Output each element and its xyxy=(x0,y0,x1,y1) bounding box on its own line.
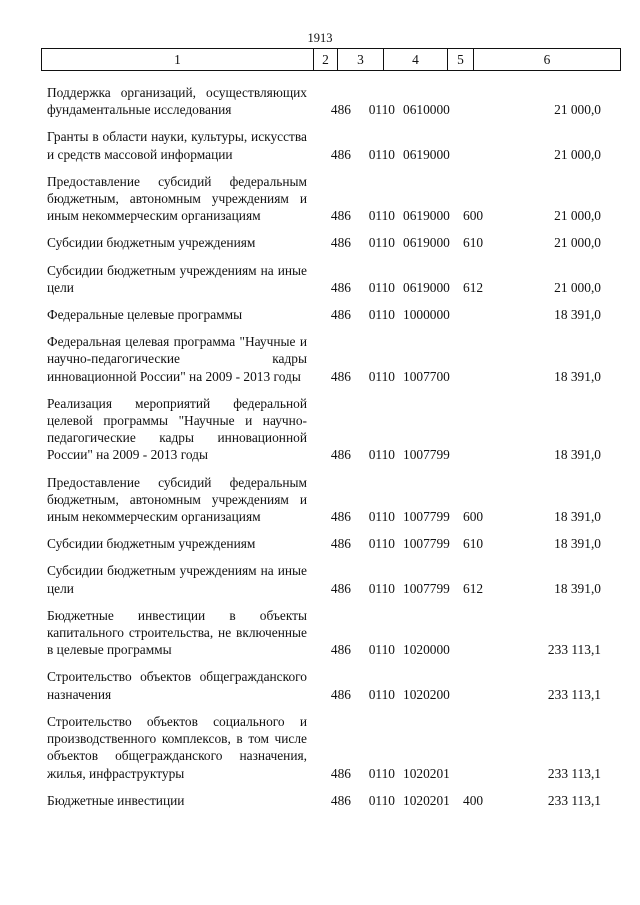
row-grbs-code: 486 xyxy=(330,279,351,295)
row-name: Субсидии бюджетным учреждениям xyxy=(47,235,256,251)
row-expense-type: 612 xyxy=(463,279,484,295)
header-col-4: 4 xyxy=(384,49,448,70)
row-expense-type: 610 xyxy=(463,235,484,251)
row-section-code: 0110 xyxy=(368,368,395,384)
row-section-code: 0110 xyxy=(368,102,395,118)
row-grbs-code: 486 xyxy=(330,686,351,702)
row-target-code: 1020200 xyxy=(403,686,450,702)
row-name: Федеральная целевая программа "Научные и научно-педагогические кадры инновационной России" на 2009 - 2013 годы xyxy=(47,334,307,384)
table-row xyxy=(47,234,607,251)
row-section-code: 0110 xyxy=(368,208,395,224)
row-name: Бюджетные инвестиции xyxy=(47,792,185,808)
table-row xyxy=(47,668,607,702)
table-row xyxy=(47,562,607,596)
row-grbs-code: 486 xyxy=(330,307,351,323)
row-section-code: 0110 xyxy=(368,642,395,658)
table-row xyxy=(47,792,607,809)
row-grbs-code: 486 xyxy=(330,235,351,251)
row-name: Субсидии бюджетным учреждениям xyxy=(47,536,256,552)
row-section-code: 0110 xyxy=(368,580,395,596)
row-target-code: 1020201 xyxy=(403,765,450,781)
row-name: Предоставление субсидий федеральным бюджетным, автономным учреждениям и иным некоммерческим организациям xyxy=(47,474,307,525)
row-grbs-code: 486 xyxy=(330,146,351,162)
row-target-code: 0619000 xyxy=(403,235,450,251)
row-expense-type: 610 xyxy=(463,536,484,552)
row-grbs-code: 486 xyxy=(330,580,351,596)
header-col-1: 1 xyxy=(42,49,314,70)
row-name: Предоставление субсидий федеральным бюджетным, автономным учреждениям и иным некоммерческим организациям xyxy=(47,173,307,224)
row-target-code: 1000000 xyxy=(403,307,450,323)
table-row xyxy=(47,262,607,296)
row-section-code: 0110 xyxy=(368,765,395,781)
row-amount: 18 391,0 xyxy=(554,509,601,525)
row-section-code: 0110 xyxy=(368,307,395,323)
row-amount: 18 391,0 xyxy=(554,536,601,552)
table-body xyxy=(47,84,607,819)
row-name: Федеральные целевые программы xyxy=(47,307,243,323)
row-target-code: 1007700 xyxy=(403,368,450,384)
row-grbs-code: 486 xyxy=(330,536,351,552)
row-amount: 21 000,0 xyxy=(554,279,601,295)
row-section-code: 0110 xyxy=(368,792,395,808)
row-target-code: 1020000 xyxy=(403,642,450,658)
row-target-code: 1007799 xyxy=(403,580,450,596)
row-name: Строительство объектов социального и производственного комплексов, в том числе объектов общегражданского назначения, жилья, инфраструктуры xyxy=(47,713,307,781)
row-expense-type: 612 xyxy=(463,580,484,596)
page-number: 1913 xyxy=(307,31,333,45)
header-col-3: 3 xyxy=(338,49,384,70)
row-amount: 21 000,0 xyxy=(554,235,601,251)
row-amount: 21 000,0 xyxy=(554,208,601,224)
header-col-6: 6 xyxy=(543,52,551,67)
row-target-code: 1007799 xyxy=(403,509,450,525)
row-grbs-code: 486 xyxy=(330,208,351,224)
row-grbs-code: 486 xyxy=(330,368,351,384)
row-name: Поддержка организаций, осуществляющих фундаментальные исследования xyxy=(47,85,307,118)
table-row xyxy=(47,173,607,225)
row-grbs-code: 486 xyxy=(330,102,351,118)
table-row xyxy=(47,713,607,782)
table-row xyxy=(47,84,607,118)
row-section-code: 0110 xyxy=(368,509,395,525)
row-amount: 233 113,1 xyxy=(547,686,601,702)
table-header xyxy=(41,48,621,71)
row-section-code: 0110 xyxy=(368,279,395,295)
table-row xyxy=(47,474,607,526)
row-target-code: 0619000 xyxy=(403,146,450,162)
row-name: Субсидии бюджетным учреждениям на иные цели xyxy=(47,563,307,596)
row-section-code: 0110 xyxy=(368,447,395,463)
row-grbs-code: 486 xyxy=(330,447,351,463)
row-amount: 21 000,0 xyxy=(554,146,601,162)
row-name: Бюджетные инвестиции в объекты капитального строительства, не включенные в целевые программы xyxy=(47,607,307,658)
table-row xyxy=(47,128,607,162)
row-amount: 233 113,1 xyxy=(547,765,601,781)
row-section-code: 0110 xyxy=(368,536,395,552)
row-name: Субсидии бюджетным учреждениям на иные цели xyxy=(47,262,307,295)
row-amount: 21 000,0 xyxy=(554,102,601,118)
row-expense-type: 400 xyxy=(463,792,484,808)
row-section-code: 0110 xyxy=(368,686,395,702)
table-row xyxy=(47,333,607,385)
header-col-5: 5 xyxy=(448,49,474,70)
row-amount: 18 391,0 xyxy=(554,368,601,384)
row-name: Гранты в области науки, культуры, искусства и средств массовой информации xyxy=(47,129,307,162)
table-row xyxy=(47,395,607,464)
table-row xyxy=(47,607,607,659)
row-target-code: 1007799 xyxy=(403,447,450,463)
row-target-code: 0619000 xyxy=(403,208,450,224)
row-amount: 18 391,0 xyxy=(554,307,601,323)
row-target-code: 0619000 xyxy=(403,279,450,295)
row-target-code: 0610000 xyxy=(403,102,450,118)
table-row xyxy=(47,535,607,552)
row-grbs-code: 486 xyxy=(330,642,351,658)
row-grbs-code: 486 xyxy=(330,509,351,525)
row-amount: 233 113,1 xyxy=(547,642,601,658)
row-grbs-code: 486 xyxy=(330,792,351,808)
row-expense-type: 600 xyxy=(463,509,484,525)
row-section-code: 0110 xyxy=(368,235,395,251)
row-amount: 18 391,0 xyxy=(554,447,601,463)
row-target-code: 1007799 xyxy=(403,536,450,552)
row-amount: 18 391,0 xyxy=(554,580,601,596)
row-grbs-code: 486 xyxy=(330,765,351,781)
row-section-code: 0110 xyxy=(368,146,395,162)
row-expense-type: 600 xyxy=(463,208,484,224)
table-row xyxy=(47,306,607,323)
row-name: Строительство объектов общегражданского назначения xyxy=(47,669,307,702)
row-name: Реализация мероприятий федеральной целевой программы "Научные и научно-педагогические кадры инновационной России" на 2009 - 2013 годы xyxy=(47,395,307,463)
row-target-code: 1020201 xyxy=(403,792,450,808)
header-col-2: 2 xyxy=(314,49,338,70)
row-amount: 233 113,1 xyxy=(547,792,601,808)
